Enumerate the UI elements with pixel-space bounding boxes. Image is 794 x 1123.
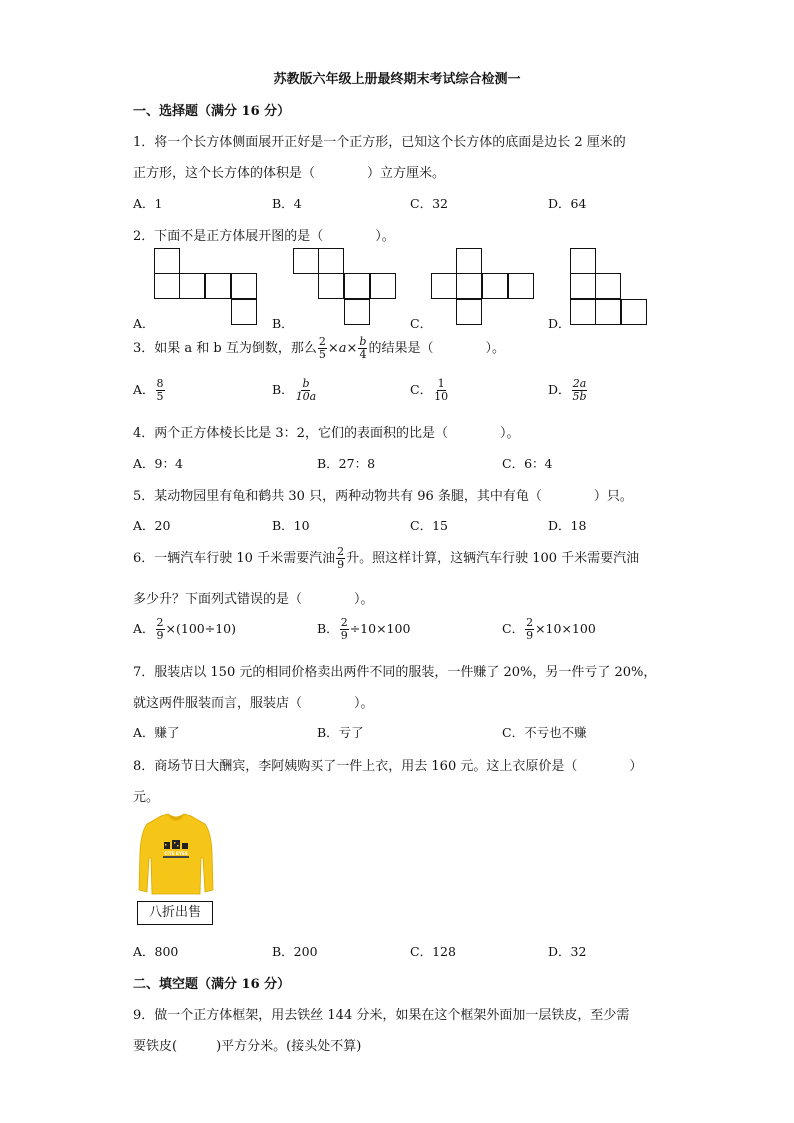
fraction bbox=[572, 378, 588, 403]
net-square bbox=[431, 273, 457, 299]
denominator: 4 bbox=[359, 348, 367, 361]
net-square bbox=[293, 248, 319, 274]
net-square bbox=[344, 273, 370, 299]
fraction bbox=[336, 546, 345, 571]
numerator: 2a bbox=[572, 377, 587, 390]
net-square bbox=[154, 273, 180, 299]
option-a[interactable] bbox=[133, 617, 236, 642]
option-b[interactable]: B．200 bbox=[272, 944, 318, 959]
option-a[interactable] bbox=[133, 378, 166, 403]
sale-label: 八折出售 bbox=[137, 901, 213, 925]
question-7-line-1: 7．服装店以 150 元的相同价格卖出两件不同的服装，一件赚了 20%，另一件亏了 20%， bbox=[133, 665, 657, 680]
fraction bbox=[433, 378, 449, 403]
question-2-line-1: 2．下面不是正方体展开图的是（ ）。 bbox=[133, 229, 395, 244]
option-label: B． bbox=[272, 382, 294, 397]
print-window bbox=[174, 842, 176, 844]
q3-prefix: 3．如果 a 和 b 互为倒数，那么 bbox=[133, 341, 317, 356]
denominator: 9 bbox=[526, 629, 534, 642]
q6-text-b: 升。照这样计算，这辆汽车行驶 100 千米需要汽油 bbox=[346, 551, 640, 566]
cube-net-b bbox=[293, 248, 399, 328]
net-square bbox=[595, 273, 621, 299]
net-square bbox=[231, 299, 257, 325]
denominator: 9 bbox=[337, 558, 345, 571]
print-window bbox=[177, 845, 179, 847]
denominator: 10 bbox=[434, 390, 449, 403]
print-building bbox=[172, 840, 180, 849]
q3-suffix: 的结果是（ ）。 bbox=[368, 341, 505, 356]
option-a[interactable]: A． bbox=[133, 316, 155, 331]
fraction bbox=[358, 336, 367, 361]
numerator: b bbox=[302, 377, 310, 390]
denominator: 9 bbox=[340, 629, 348, 642]
numerator: 2 bbox=[526, 616, 534, 629]
net-square bbox=[231, 273, 257, 299]
net-square bbox=[570, 248, 596, 274]
option-label: C． bbox=[410, 382, 433, 397]
question-1-line-2: 正方形，这个长方体的体积是（ ）立方厘米。 bbox=[133, 166, 446, 181]
net-square bbox=[621, 299, 647, 325]
print-window bbox=[165, 844, 167, 846]
option-c[interactable] bbox=[502, 617, 596, 642]
option-a[interactable]: A．9：4 bbox=[133, 456, 183, 471]
option-c[interactable]: C．6：4 bbox=[502, 456, 553, 471]
page-title: 苏教版六年级上册最终期末考试综合检测一 bbox=[273, 72, 521, 87]
net-square bbox=[318, 248, 344, 274]
net-square bbox=[595, 299, 621, 325]
question-7-line-2: 就这两件服装而言，服装店（ ）。 bbox=[133, 696, 374, 711]
cube-net-c bbox=[431, 248, 537, 328]
option-label: A． bbox=[133, 621, 155, 636]
net-square bbox=[205, 273, 231, 299]
option-b[interactable]: B． bbox=[272, 316, 294, 331]
denominator: 5 bbox=[318, 348, 326, 361]
question-6-line-1 bbox=[133, 546, 639, 571]
print-building bbox=[164, 842, 170, 849]
numerator: 2 bbox=[337, 545, 345, 558]
fraction bbox=[156, 617, 165, 642]
question-3-line-1 bbox=[133, 336, 505, 361]
cube-net-a bbox=[154, 248, 260, 328]
numerator: 2 bbox=[156, 616, 164, 629]
sweater-image bbox=[137, 812, 215, 897]
net-square bbox=[370, 273, 396, 299]
option-d[interactable]: D．32 bbox=[548, 944, 587, 959]
denominator: 10a bbox=[295, 390, 317, 403]
option-b[interactable] bbox=[317, 617, 410, 642]
option-expression: ÷10×100 bbox=[349, 621, 411, 636]
numerator: 1 bbox=[437, 377, 445, 390]
option-c[interactable]: C．32 bbox=[410, 196, 448, 211]
question-5-line-1: 5．某动物园里有龟和鹤共 30 只，两种动物共有 96 条腿，其中有龟（ ）只。 bbox=[133, 489, 633, 504]
option-d[interactable]: D．64 bbox=[548, 196, 587, 211]
option-c[interactable] bbox=[410, 378, 450, 403]
q3-mid: ×a× bbox=[327, 341, 358, 356]
option-a[interactable]: A．20 bbox=[133, 518, 171, 533]
option-a[interactable]: A．赚了 bbox=[133, 725, 180, 740]
option-d[interactable]: D．18 bbox=[548, 518, 587, 533]
net-square bbox=[456, 248, 482, 274]
option-a[interactable]: A．1 bbox=[133, 196, 163, 211]
option-label: C． bbox=[502, 621, 525, 636]
option-expression: ×(100÷10) bbox=[165, 621, 236, 636]
question-8-line-2: 元。 bbox=[133, 790, 160, 805]
question-9-line-1: 9．做一个正方体框架，用去铁丝 144 分米，如果在这个框架外面加一层铁皮，至少需 bbox=[133, 1008, 630, 1023]
option-c[interactable]: C．不亏也不赚 bbox=[502, 725, 587, 740]
option-a[interactable]: A．800 bbox=[133, 944, 179, 959]
numerator: 2 bbox=[340, 616, 348, 629]
net-square bbox=[508, 273, 534, 299]
fraction bbox=[318, 336, 327, 361]
option-b[interactable]: B．4 bbox=[272, 196, 302, 211]
option-b[interactable]: B．10 bbox=[272, 518, 310, 533]
net-square bbox=[456, 273, 482, 299]
numerator: b bbox=[359, 335, 367, 348]
option-d[interactable]: D． bbox=[548, 316, 571, 331]
option-expression: ×10×100 bbox=[535, 621, 596, 636]
option-c[interactable]: C． bbox=[410, 316, 433, 331]
option-b[interactable] bbox=[272, 378, 318, 403]
print-stripe bbox=[163, 856, 189, 858]
question-1-line-1: 1．将一个长方体侧面展开正好是一个正方形，已知这个长方体的底面是边长 2 厘米的 bbox=[133, 135, 626, 150]
fraction bbox=[156, 378, 165, 403]
option-c[interactable]: C．15 bbox=[410, 518, 448, 533]
net-square bbox=[570, 273, 596, 299]
net-square bbox=[154, 248, 180, 274]
section-heading-choice: 一、选择题（满分 16 分） bbox=[133, 104, 291, 119]
fraction bbox=[295, 378, 318, 403]
sweater-print-text: CITE EYES bbox=[164, 851, 188, 856]
option-label: A． bbox=[133, 382, 155, 397]
option-label: D． bbox=[548, 382, 571, 397]
numerator: 8 bbox=[156, 377, 164, 390]
q6-text-a: 6．一辆汽车行驶 10 千米需要汽油 bbox=[133, 551, 336, 566]
option-label: B． bbox=[317, 621, 339, 636]
question-9-line-2: 要铁皮( )平方分米。(接头处不算) bbox=[133, 1039, 362, 1054]
fraction bbox=[525, 617, 534, 642]
net-square bbox=[179, 273, 205, 299]
question-6-line-2: 多少升？下面列式错误的是（ ）。 bbox=[133, 592, 374, 607]
option-d[interactable] bbox=[548, 378, 589, 403]
option-b[interactable]: B．27：8 bbox=[317, 456, 376, 471]
net-square bbox=[570, 299, 596, 325]
numerator: 2 bbox=[318, 335, 326, 348]
option-b[interactable]: B．亏了 bbox=[317, 725, 364, 740]
denominator: 9 bbox=[156, 629, 164, 642]
net-square bbox=[344, 299, 370, 325]
denominator: 5 bbox=[156, 390, 164, 403]
denominator: 5b bbox=[572, 390, 587, 403]
section-heading-fill: 二、填空题（满分 16 分） bbox=[133, 977, 291, 992]
fraction bbox=[340, 617, 349, 642]
net-square bbox=[456, 299, 482, 325]
question-8-line-1: 8．商场节日大酬宾，李阿姨购买了一件上衣，用去 160 元。这上衣原价是（ ） bbox=[133, 759, 643, 774]
net-square bbox=[318, 273, 344, 299]
option-c[interactable]: C．128 bbox=[410, 944, 456, 959]
question-4-line-1: 4．两个正方体棱长比是 3：2，它们的表面积的比是（ ）。 bbox=[133, 426, 520, 441]
print-building bbox=[182, 843, 188, 849]
cube-net-d bbox=[570, 248, 676, 328]
net-square bbox=[482, 273, 508, 299]
